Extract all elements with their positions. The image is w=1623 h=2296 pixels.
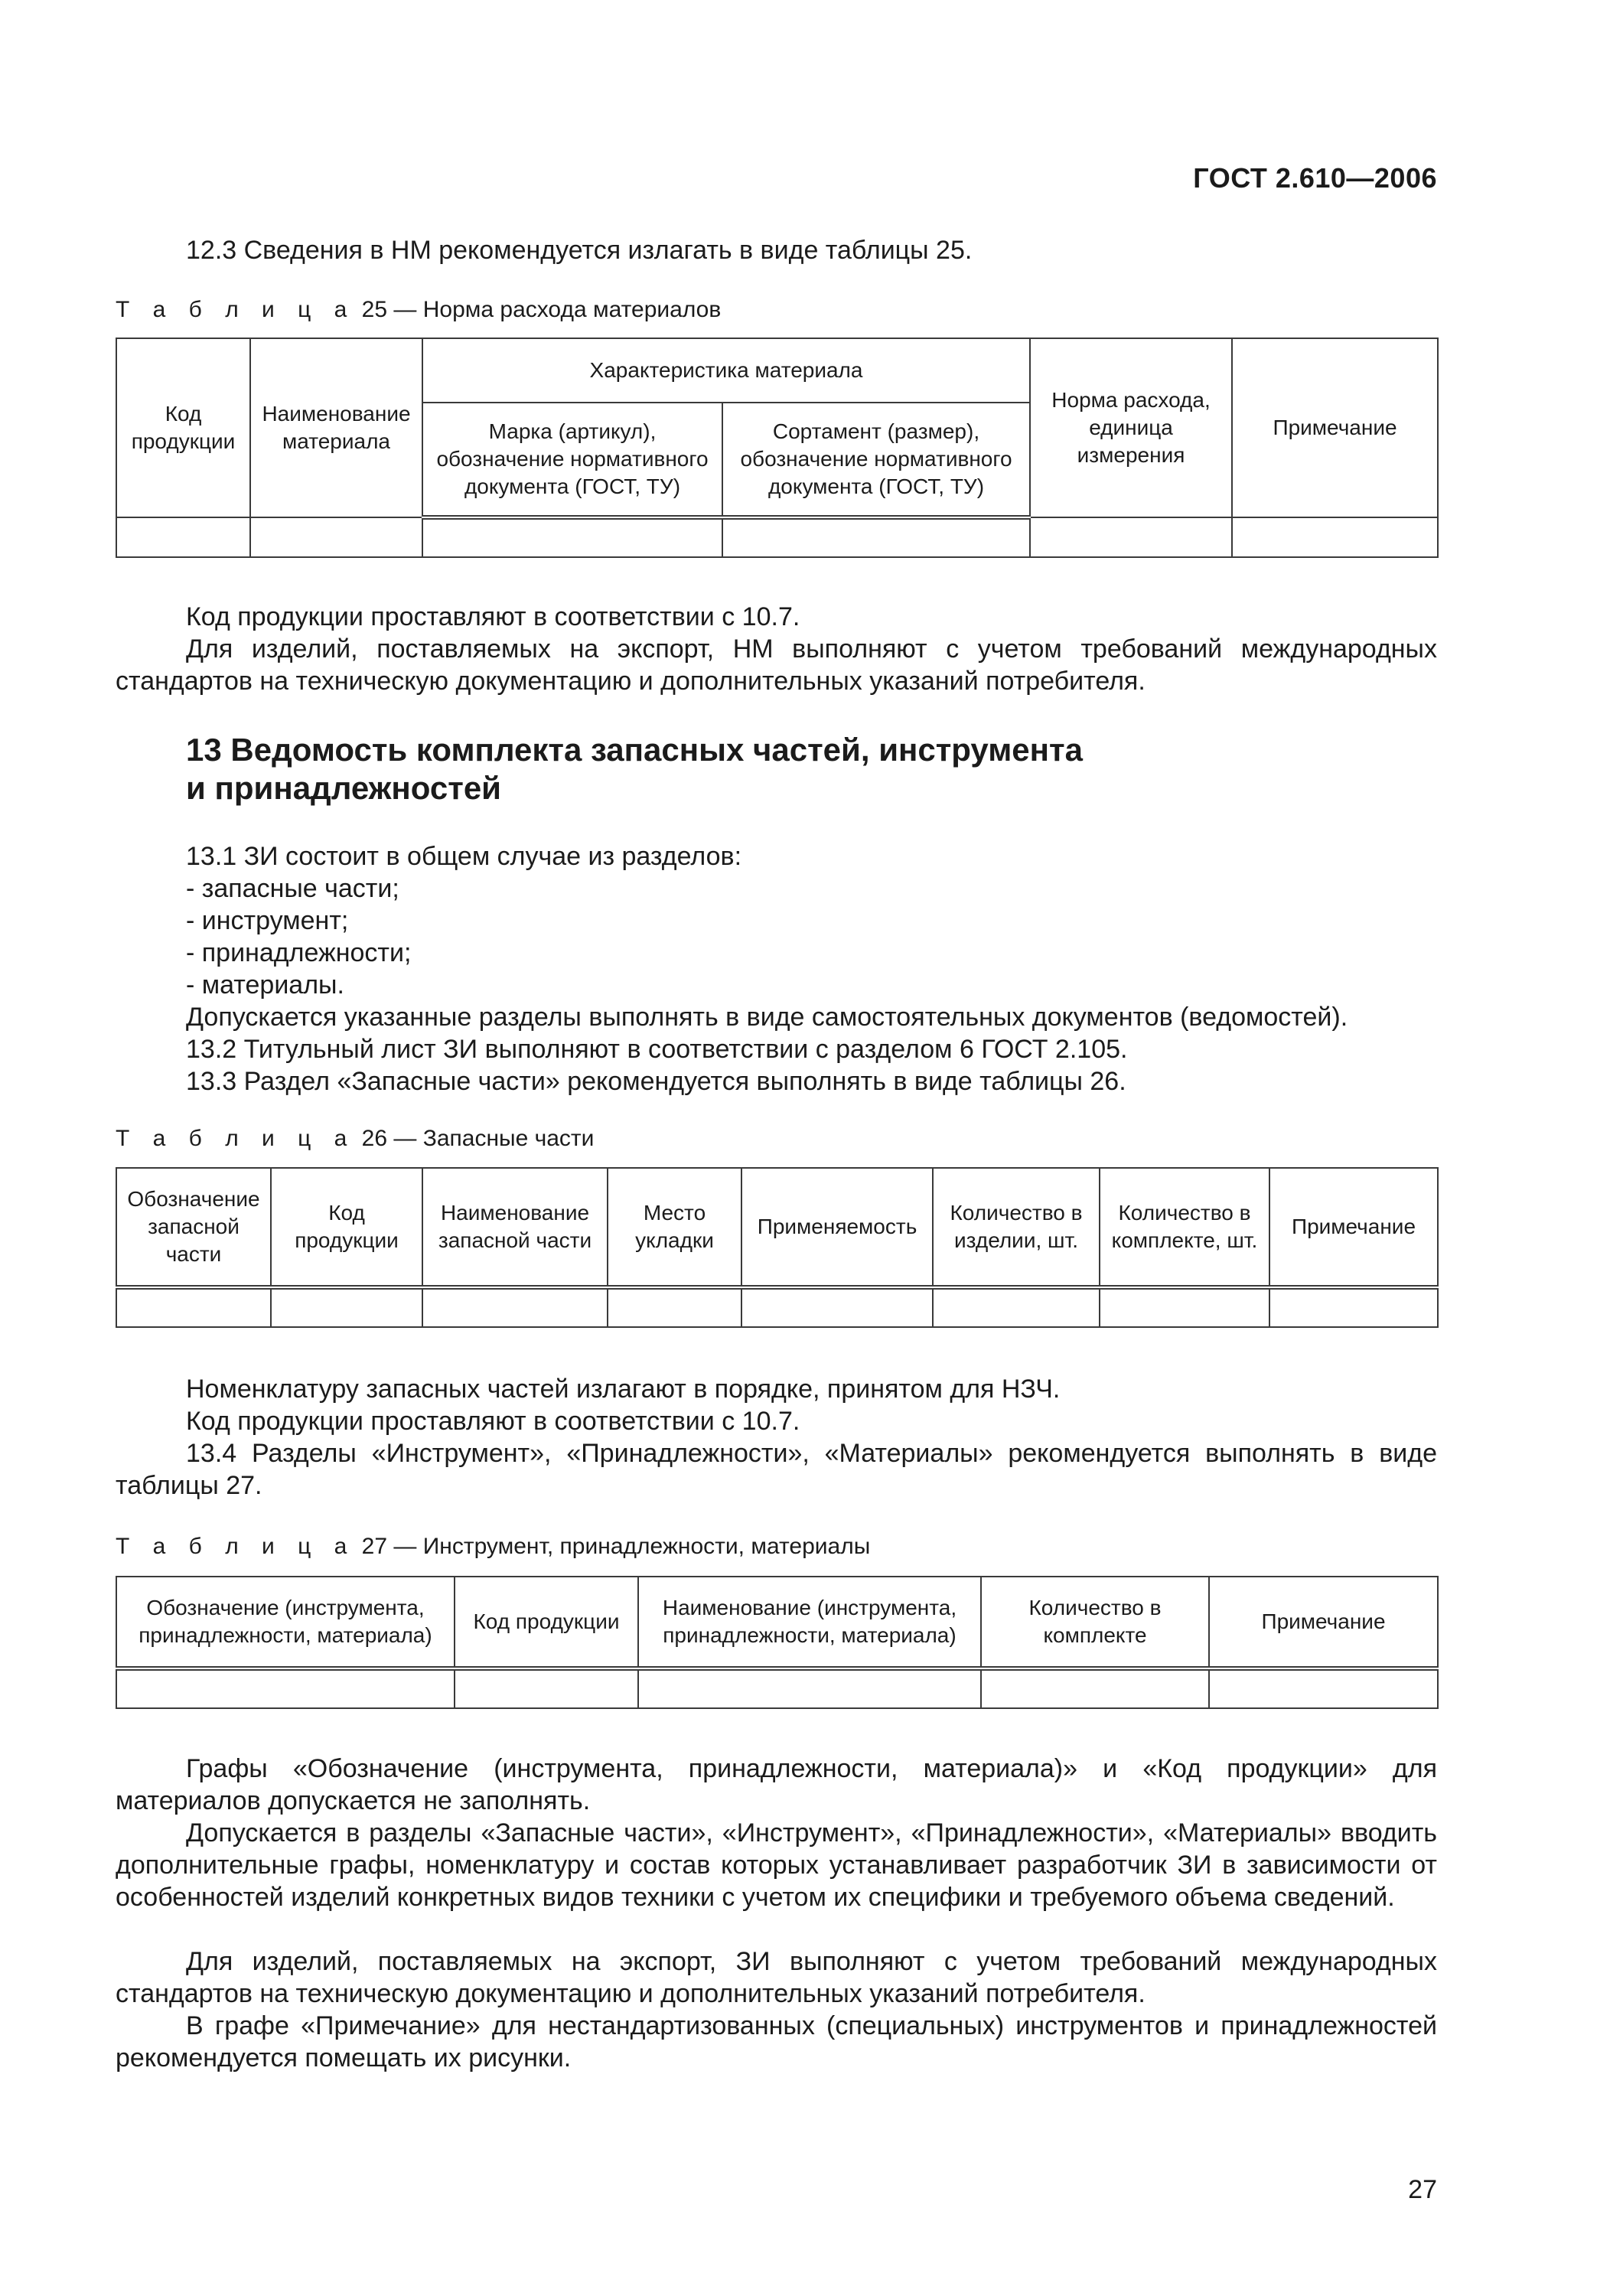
paragraph-export-nm: Для изделий, поставляемых на экспорт, НМ выполняют с учетом требований международных стандартов на техническую документацию и дополнительных указаний потребителя. xyxy=(116,634,1437,696)
table26-caption-prefix: Т а б л и ц а xyxy=(116,1126,356,1151)
t27-header-qty: Количество в комплекте xyxy=(981,1577,1209,1668)
table27-caption-prefix: Т а б л и ц а xyxy=(116,1534,356,1559)
table-27 xyxy=(116,1576,1439,1709)
table-row xyxy=(116,517,1438,557)
document-code-header: ГОСТ 2.610—2006 xyxy=(1193,162,1437,194)
t26-header-code: Код продукции xyxy=(271,1168,422,1287)
paragraph-export-zi: Для изделий, поставляемых на экспорт, ЗИ выполняют с учетом требований международных стандартов на техническую документацию и дополнительных указаний потребителя. xyxy=(116,1947,1437,2008)
table25-caption-prefix: Т а б л и ц а xyxy=(116,297,356,322)
paragraph-note-drawings: В графе «Примечание» для нестандартизованных (специальных) инструментов и принадлежностей рекомендуется помещать их рисунки. xyxy=(116,2011,1437,2073)
t25-header-name: Наименование материала xyxy=(250,338,422,517)
table27-caption-text: 27 — Инструмент, принадлежности, материалы xyxy=(355,1534,871,1559)
t27-header-name: Наименование (инструмента, принадлежности, материала) xyxy=(638,1577,981,1668)
page-number: 27 xyxy=(1408,2175,1437,2204)
table25-caption-text: 25 — Норма расхода материалов xyxy=(355,297,722,322)
list-item: - запасные части; xyxy=(186,874,399,903)
paragraph-nomenclature: Номенклатуру запасных частей излагают в порядке, принятом для НЗЧ. xyxy=(186,1375,1061,1404)
t26-header-applicability: Применяемость xyxy=(741,1168,933,1287)
paragraph-13-3: 13.3 Раздел «Запасные части» рекомендуется выполнять в виде таблицы 26. xyxy=(186,1067,1126,1096)
table26-caption-text: 26 — Запасные части xyxy=(355,1126,595,1151)
list-item: - инструмент; xyxy=(186,906,349,935)
t27-header-code: Код продукции xyxy=(455,1577,638,1668)
table26-caption xyxy=(116,1126,594,1152)
t25-header-code: Код продукции xyxy=(116,338,250,517)
t27-header-note: Примечание xyxy=(1209,1577,1438,1668)
table-row xyxy=(116,1668,1438,1708)
section-13-title-line2: и принадлежностей xyxy=(186,770,502,806)
paragraph-columns-optional: Графы «Обозначение (инструмента, принадлежности, материала)» и «Код продукции» для материалов допускается не заполнять. xyxy=(116,1754,1437,1815)
table-26 xyxy=(116,1167,1439,1328)
paragraph-13-4: 13.4 Разделы «Инструмент», «Принадлежности», «Материалы» рекомендуется выполнять в виде таблицы 27. xyxy=(116,1439,1437,1500)
t26-header-note: Примечание xyxy=(1269,1168,1438,1287)
t25-header-mark: Марка (артикул), обозначение нормативного документа (ГОСТ, ТУ) xyxy=(422,403,722,517)
list-item: - принадлежности; xyxy=(186,938,412,967)
table-25 xyxy=(116,338,1439,558)
t25-header-norm: Норма расхода, единица измерения xyxy=(1030,338,1232,517)
paragraph-additional-columns: Допускается в разделы «Запасные части», «Инструмент», «Принадлежности», «Материалы» вводить дополнительные графы, номенклатуру и состав которых устанавливает разработчик ЗИ в зависимости от особенностей изделий конкретных видов техники с учетом их специфики и требуемого объема сведений. xyxy=(116,1818,1437,1912)
t26-header-designation: Обозначение запасной части xyxy=(116,1168,271,1287)
t25-header-assortment: Сортамент (размер), обозначение нормативного документа (ГОСТ, ТУ) xyxy=(722,403,1030,517)
t26-header-name: Наименование запасной части xyxy=(422,1168,608,1287)
table25-caption xyxy=(116,297,721,323)
t25-header-characteristic: Характеристика материала xyxy=(422,338,1030,403)
t26-header-qty-product: Количество в изделии, шт. xyxy=(933,1168,1100,1287)
paragraph-13-1: 13.1 ЗИ состоит в общем случае из разделов: xyxy=(186,842,742,871)
paragraph-code-ref: Код продукции проставляют в соответствии с 10.7. xyxy=(186,602,800,631)
table27-caption xyxy=(116,1534,870,1560)
paragraph-13-2: 13.2 Титульный лист ЗИ выполняют в соответствии с разделом 6 ГОСТ 2.105. xyxy=(186,1035,1128,1064)
list-item: - материалы. xyxy=(186,970,344,1000)
t27-header-designation: Обозначение (инструмента, принадлежности, материала) xyxy=(116,1577,455,1668)
t26-header-place: Место укладки xyxy=(608,1168,741,1287)
paragraph-12-3: 12.3 Сведения в НМ рекомендуется излагать в виде таблицы 25. xyxy=(186,236,973,265)
paragraph-code-ref-2: Код продукции проставляют в соответствии с 10.7. xyxy=(186,1407,800,1436)
section-13-title-line1: 13 Ведомость комплекта запасных частей, инструмента xyxy=(186,732,1083,768)
t26-header-qty-kit: Количество в комплекте, шт. xyxy=(1100,1168,1269,1287)
paragraph-separate-docs: Допускается указанные разделы выполнять в виде самостоятельных документов (ведомостей). xyxy=(186,1003,1348,1032)
t25-header-note: Примечание xyxy=(1232,338,1438,517)
table-row xyxy=(116,1287,1438,1327)
